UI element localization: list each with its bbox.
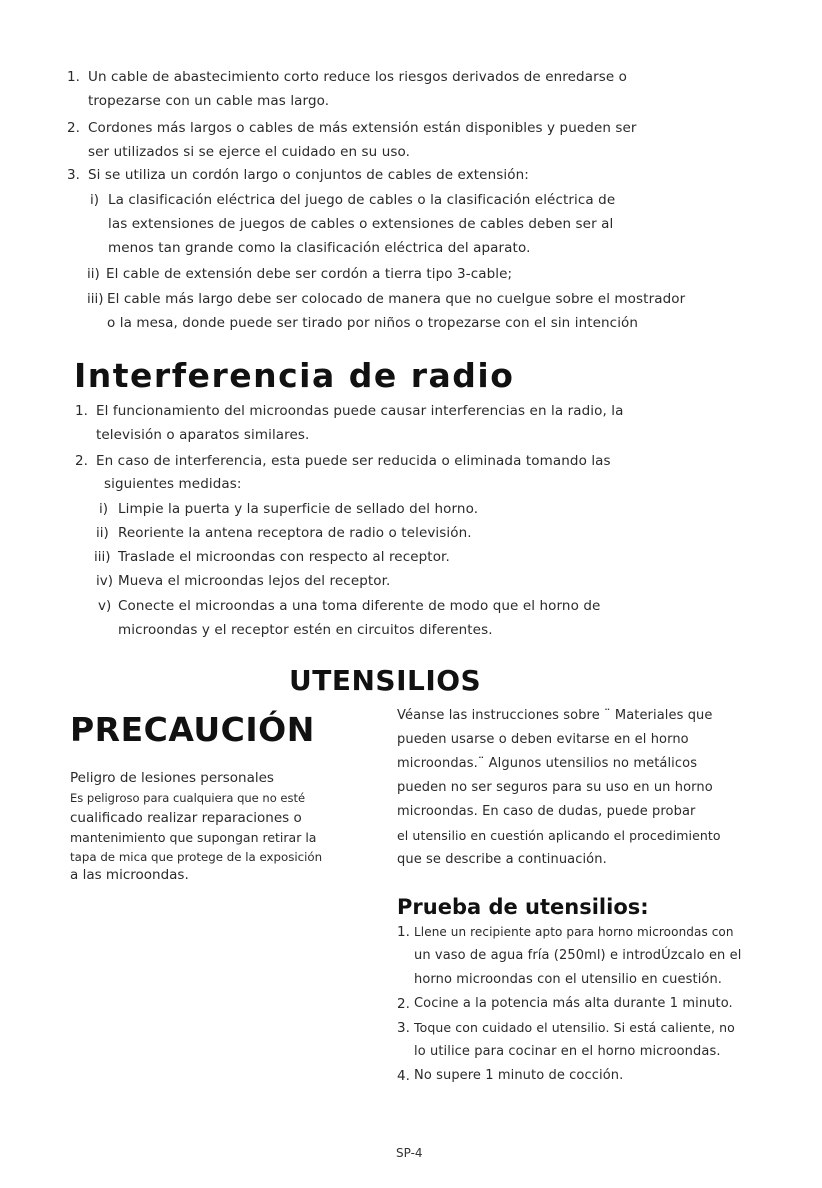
sublist-number: iii) — [94, 549, 111, 565]
caution-heading: PRECAUCIÓN — [70, 710, 315, 749]
intro-line: microondas. En caso de dudas, puede probar — [397, 804, 696, 819]
test-heading: Prueba de utensilios: — [397, 895, 649, 919]
list-item-line: Cocine a la potencia más alta durante 1 minuto. — [414, 996, 733, 1011]
sublist-item-line: microondas y el receptor estén en circuitos diferentes. — [118, 622, 493, 638]
interference-heading: Interferencia de radio — [74, 356, 515, 395]
sublist-item-line: El cable de extensión debe ser cordón a tierra tipo 3-cable; — [106, 266, 513, 282]
caution-line: tapa de mica que protege de la exposición — [70, 850, 323, 864]
page-number: SP-4 — [396, 1146, 423, 1160]
caution-line: cualificado realizar reparaciones o — [70, 810, 302, 826]
list-item-line: un vaso de agua fría (250ml) e introdÚzcalo en el — [414, 948, 742, 963]
list-number: 3. — [397, 1020, 410, 1036]
sublist-number: i) — [90, 192, 100, 208]
caution-line: Es peligroso para cualquiera que no esté — [70, 791, 306, 805]
list-item-line: horno microondas con el utensilio en cuestión. — [414, 972, 723, 987]
sublist-item-line: Reoriente la antena receptora de radio o televisión. — [118, 525, 472, 541]
sublist-number: iv) — [96, 573, 114, 589]
sublist-item-line: Conecte el microondas a una toma diferente de modo que el horno de — [118, 598, 601, 614]
list-item-line: televisión o aparatos similares. — [96, 427, 310, 443]
list-number: 4. — [397, 1068, 410, 1084]
sublist-item-line: Limpie la puerta y la superficie de sellado del horno. — [118, 501, 479, 517]
intro-line: que se describe a continuación. — [397, 852, 607, 867]
list-number: 1. — [67, 69, 80, 85]
sublist-number: ii) — [87, 266, 100, 282]
sublist-number: iii) — [87, 291, 104, 307]
caution-line: mantenimiento que supongan retirar la — [70, 830, 317, 845]
list-number: 1. — [75, 403, 88, 419]
sublist-item-line: El cable más largo debe ser colocado de manera que no cuelgue sobre el mostrador — [107, 291, 686, 307]
list-number: 1. — [397, 924, 410, 940]
sublist-item-line: Traslade el microondas con respecto al receptor. — [118, 549, 450, 565]
sublist-item-line: o la mesa, donde puede ser tirado por niños o tropezarse con el sin intención — [107, 315, 639, 331]
list-item-line: tropezarse con un cable mas largo. — [88, 93, 330, 109]
caution-line: a las microondas. — [70, 867, 189, 883]
sublist-number: ii) — [96, 525, 109, 541]
list-item-line: lo utilice para cocinar en el horno microondas. — [414, 1044, 721, 1059]
sublist-item-line: Mueva el microondas lejos del receptor. — [118, 573, 391, 589]
sublist-number: v) — [98, 598, 112, 614]
intro-line: microondas.¨ Algunos utensilios no metálicos — [397, 756, 698, 771]
list-number: 2. — [397, 996, 410, 1012]
sublist-item-line: las extensiones de juegos de cables o extensiones de cables deben ser al — [108, 216, 614, 232]
list-item-line: Si se utiliza un cordón largo o conjuntos de cables de extensión: — [88, 167, 529, 183]
list-item-line: ser utilizados si se ejerce el cuidado en su uso. — [88, 144, 411, 160]
list-item-line: En caso de interferencia, esta puede ser reducida o eliminada tomando las — [96, 453, 611, 469]
intro-line: Véanse las instrucciones sobre ¨ Materiales que — [397, 708, 713, 723]
list-item-line: El funcionamiento del microondas puede causar interferencias en la radio, la — [96, 403, 624, 419]
list-item-line: siguientes medidas: — [104, 476, 242, 492]
list-item-line: Un cable de abastecimiento corto reduce los riesgos derivados de enredarse o — [88, 69, 628, 85]
list-item-line: Llene un recipiente apto para horno microondas con — [414, 925, 734, 939]
list-number: 2. — [75, 453, 88, 469]
list-item-line: No supere 1 minuto de cocción. — [414, 1068, 624, 1083]
intro-line: pueden usarse o deben evitarse en el horno — [397, 732, 689, 747]
intro-line: pueden no ser seguros para su uso en un horno — [397, 780, 713, 795]
caution-line: Peligro de lesiones personales — [70, 770, 274, 786]
list-number: 3. — [67, 167, 80, 183]
list-number: 2. — [67, 120, 80, 136]
list-item-line: Cordones más largos o cables de más extensión están disponibles y pueden ser — [88, 120, 637, 136]
intro-line: el utensilio en cuestión aplicando el procedimiento — [397, 828, 721, 843]
sublist-item-line: La clasificación eléctrica del juego de cables o la clasificación eléctrica de — [108, 192, 616, 208]
sublist-number: i) — [99, 501, 109, 517]
list-item-line: Toque con cuidado el utensilio. Si está caliente, no — [414, 1020, 735, 1035]
sublist-item-line: menos tan grande como la clasificación eléctrica del aparato. — [108, 240, 531, 256]
utensils-heading: UTENSILIOS — [289, 664, 482, 697]
